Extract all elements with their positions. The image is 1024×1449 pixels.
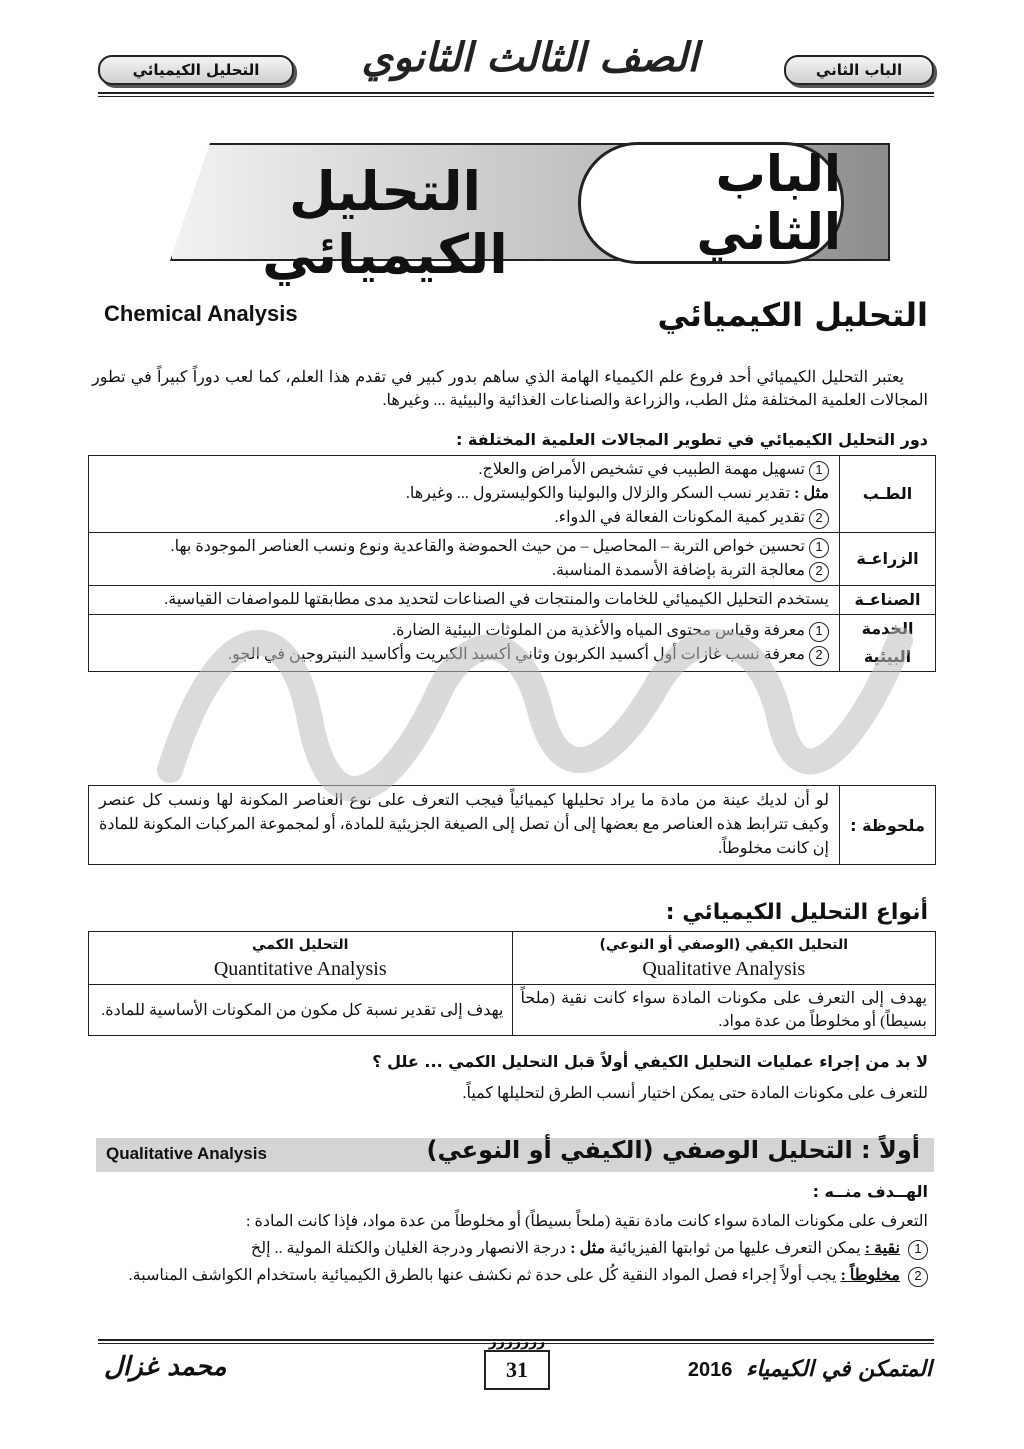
table-row [89,786,936,865]
table-row [89,615,936,672]
qualitative-title-en: Qualitative Analysis [642,958,806,980]
row-content [89,586,840,615]
line-text: معالجة التربة بإضافة الأسمدة المناسبة. [551,562,805,579]
table-row [89,932,936,985]
page-number: 31 [484,1350,550,1390]
pure-term: نقية : [864,1240,900,1257]
qualitative-body: يهدف إلى التعرف على مكونات المادة سواء كانت نقية (ملحاً بسيطاً) أو مخلوطاً من عدة مواد. [512,985,936,1036]
line-text: معرفة وقياس محتوى المياه والأغذية من الملوثات البيئية الضارة. [392,622,805,639]
quantitative-title-en: Quantitative Analysis [213,958,387,980]
book-year: 2016 [687,1359,733,1381]
book-title-text: المتمكن في الكيمياء [746,1356,932,1382]
table-row [89,985,936,1036]
number-badge: 2 [908,1267,928,1287]
qualitative-title-ar: التحليل الكيفي (الوصفي أو النوعي) [599,937,849,953]
row-content [89,456,840,533]
line-text: يستخدم التحليل الكيميائي للخامات والمنتجات في الصناعات لتحديد مدى مطابقتها للمواصفات القياسية. [164,591,829,608]
number-badge: 2 [809,509,829,529]
pure-item [92,1237,928,1261]
row-content [89,533,840,586]
banner-title: التحليل الكيميائي [262,160,508,286]
banner-chapter: الباب الثاني [578,142,844,264]
book-title [688,1356,932,1382]
quantitative-header [89,932,513,985]
number-badge: 1 [908,1240,928,1260]
types-table [88,931,936,1036]
number-badge: 1 [809,622,829,642]
table-row [89,533,936,586]
line-text: تسهيل مهمة الطبيب في تشخيص الأمراض والعلاج. [478,461,805,478]
question-line: لا بد من إجراء عمليات التحليل الكيفي أولاً قبل التحليل الكمي ... علل ؟ [372,1052,928,1071]
answer-line: للتعرف على مكونات المادة حتى يمكن اختيار أنسب الطرق لتحليلها كمياً. [462,1085,928,1102]
mix-text: يجب أولاً إجراء فصل المواد النقية كُل على حدة ثم نكشف عنها بالطرق الكيميائية باستخدام الكواشف المناسبة. [128,1267,837,1284]
table-row [89,586,936,615]
line-text: تقدير نسب السكر والزلال والبولينا والكوليسترول ... وغيرها. [405,485,791,502]
number-badge: 2 [809,562,829,582]
goal-label: الهــدف منــه : [812,1182,928,1201]
note-label: ملحوظة : [840,786,936,865]
section-title-en: Chemical Analysis [104,301,298,326]
qualitative-header [512,932,936,985]
header-divider-thin [98,96,934,97]
note-text: لو أن لديك عينة من مادة ما يراد تحليلها كيميائياً فيجب التعرف على نوع العناصر المكونة لها ونسب كل عنصر وكيف تترابط هذه العناصر مع بعضها إلى أن تصل إلى الصيغة الجزيئية للمادة، أو لمجموعة المركبات المكونة للمادة إن كانت مخلوطاً. [89,786,840,865]
mix-term: مخلوطاً : [840,1267,900,1284]
page-ornament-icon: ررررررر [488,1334,546,1350]
header-divider [98,92,934,94]
mix-item [92,1264,928,1288]
example-lead: مثل : [570,1240,606,1257]
row-label: الخدمة البيئية [840,615,936,672]
line-text: تقدير كمية المكونات الفعالة في الدواء. [554,509,805,526]
row-content [89,615,840,672]
section-title-ar: التحليل الكيميائي [657,296,928,334]
row-label: الزراعـة [840,533,936,586]
note-box [88,785,936,865]
row-label: الصناعـة [840,586,936,615]
table-row [89,456,936,533]
author-signature: محمد غزال [104,1352,227,1382]
row-label: الطـب [840,456,936,533]
chapter-label: الباب الثاني [784,55,934,85]
qualitative-bar-title-ar: أولاً : التحليل الوصفي (الكيفي أو النوعي) [426,1136,920,1164]
pure-text: يمكن التعرف عليها من ثوابتها الفيزيائية [609,1240,861,1257]
line-text: معرفة نسب غازات أول أكسيد الكربون وثاني أكسيد الكبريت وأكاسيد النيتروجين في الجو. [228,646,805,663]
quantitative-body: يهدف إلى تقدير نسبة كل مكون من المكونات الأساسية للمادة. [89,985,513,1036]
goal-text: التعرف على مكونات المادة سواء كانت مادة نقية (ملحاً بسيطاً) أو مخلوطاً من عدة مواد، فإذا كانت المادة : [246,1213,928,1230]
quantitative-title-ar: التحليل الكمي [252,937,349,953]
number-badge: 1 [809,538,829,558]
types-title: أنواع التحليل الكيميائي : [665,900,928,925]
qualitative-bar-title-en: Qualitative Analysis [106,1144,267,1163]
grade-title: الصف الثالث الثانوي [361,34,699,81]
intro-paragraph: يعتبر التحليل الكيميائي أحد فروع علم الكيمياء الهامة الذي ساهم بدور كبير في تقدم هذا العلم، كما لعب دوراً كبيراً في تطور المجالات العلمية المختلفة مثل الطب، والزراعة والصناعات الغذائية والبيئية ... وغيرها. [92,369,928,409]
number-badge: 1 [809,461,829,481]
roles-table [88,455,936,672]
topic-label: التحليل الكيميائي [98,55,294,85]
roles-heading: دور التحليل الكيميائي في تطوير المجالات العلمية المختلفة : [455,430,928,449]
number-badge: 2 [809,646,829,666]
line-text: تحسين خواص التربة – المحاصيل – من حيث الحموضة والقاعدية ونوع ونسب العناصر الموجودة بها. [170,538,805,555]
pure-example: درجة الانصهار ودرجة الغليان والكتلة المولية .. إلخ [250,1240,567,1257]
example-lead: مثل : [794,485,829,502]
